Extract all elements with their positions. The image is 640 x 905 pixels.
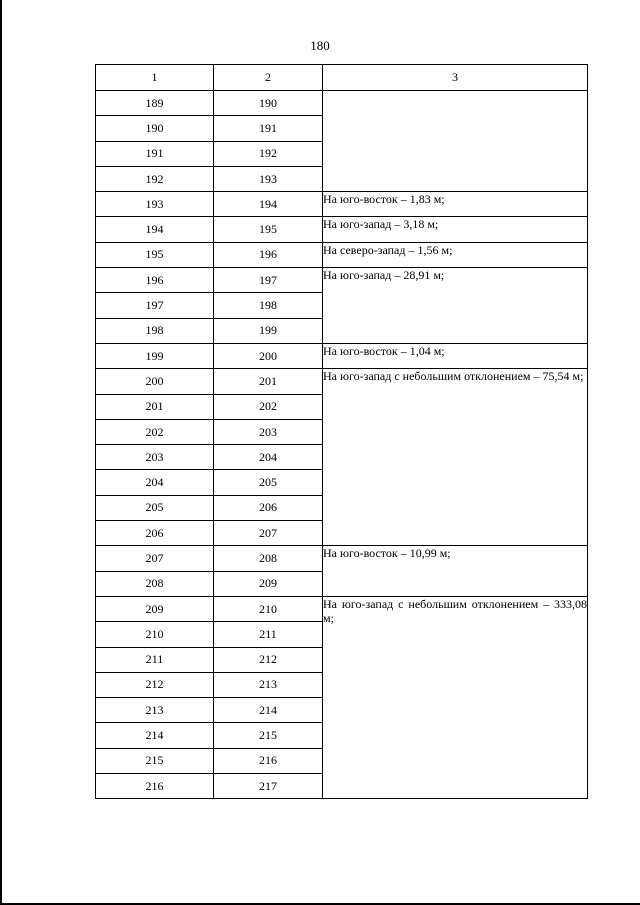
cell-point-from: 211 <box>96 647 214 672</box>
cell-direction-description: На юго-восток – 10,99 м; <box>323 546 588 597</box>
table-row <box>96 596 588 621</box>
cell-point-to: 193 <box>214 166 323 191</box>
cell-point-from: 203 <box>96 445 214 470</box>
header-col-3: 3 <box>323 65 588 91</box>
cell-point-to: 208 <box>214 546 323 571</box>
cell-point-from: 216 <box>96 774 214 799</box>
cell-point-from: 199 <box>96 343 214 368</box>
table-row <box>96 369 588 394</box>
scan-left-edge <box>0 0 2 905</box>
cell-direction-description: На юго-восток – 1,04 м; <box>323 343 588 368</box>
cell-point-to: 201 <box>214 369 323 394</box>
cell-point-from: 200 <box>96 369 214 394</box>
cell-point-to: 203 <box>214 419 323 444</box>
cell-point-from: 204 <box>96 470 214 495</box>
cell-point-to: 199 <box>214 318 323 343</box>
cell-point-from: 201 <box>96 394 214 419</box>
cell-point-from: 197 <box>96 293 214 318</box>
cell-point-to: 197 <box>214 268 323 293</box>
cell-point-from: 198 <box>96 318 214 343</box>
cell-point-to: 194 <box>214 192 323 217</box>
cell-direction-description: На юго-запад с небольшим отклонением – 75,54 м; <box>323 369 588 546</box>
cell-point-from: 195 <box>96 242 214 267</box>
cell-point-to: 196 <box>214 242 323 267</box>
cell-point-to: 205 <box>214 470 323 495</box>
table-header-row <box>96 65 588 91</box>
cell-point-to: 207 <box>214 521 323 546</box>
cell-point-from: 207 <box>96 546 214 571</box>
cell-point-to: 206 <box>214 495 323 520</box>
table-row <box>96 242 588 267</box>
cell-point-from: 191 <box>96 141 214 166</box>
cell-point-from: 209 <box>96 596 214 621</box>
cell-point-from: 202 <box>96 419 214 444</box>
cell-point-from: 215 <box>96 748 214 773</box>
cell-direction-description: На юго-восток – 1,83 м; <box>323 192 588 217</box>
cell-point-to: 204 <box>214 445 323 470</box>
table-row <box>96 268 588 293</box>
cell-point-from: 210 <box>96 622 214 647</box>
cell-point-from: 193 <box>96 192 214 217</box>
cell-point-to: 211 <box>214 622 323 647</box>
cell-point-to: 215 <box>214 723 323 748</box>
cell-point-to: 190 <box>214 91 323 116</box>
cell-point-to: 209 <box>214 571 323 596</box>
table-row <box>96 217 588 242</box>
table-row <box>96 546 588 571</box>
cell-direction-description: На юго-запад с небольшим отклонением – 333,08 м; <box>323 596 588 798</box>
cell-direction-description <box>323 91 588 192</box>
header-col-2: 2 <box>214 65 323 91</box>
cell-point-from: 208 <box>96 571 214 596</box>
cell-point-to: 198 <box>214 293 323 318</box>
cell-point-from: 194 <box>96 217 214 242</box>
cell-point-to: 216 <box>214 748 323 773</box>
cell-point-to: 214 <box>214 698 323 723</box>
cell-point-from: 212 <box>96 672 214 697</box>
cell-point-to: 200 <box>214 343 323 368</box>
cell-direction-description: На юго-запад – 28,91 м; <box>323 268 588 344</box>
header-col-1: 1 <box>96 65 214 91</box>
cell-point-from: 196 <box>96 268 214 293</box>
page-number: 180 <box>310 38 330 53</box>
cell-point-to: 202 <box>214 394 323 419</box>
cell-point-from: 214 <box>96 723 214 748</box>
coordinates-table <box>95 64 588 799</box>
table-row <box>96 91 588 116</box>
cell-point-from: 213 <box>96 698 214 723</box>
cell-point-from: 206 <box>96 521 214 546</box>
cell-point-from: 205 <box>96 495 214 520</box>
cell-direction-description: На северо-запад – 1,56 м; <box>323 242 588 267</box>
cell-point-from: 192 <box>96 166 214 191</box>
cell-point-from: 189 <box>96 91 214 116</box>
cell-point-from: 190 <box>96 116 214 141</box>
table-row <box>96 343 588 368</box>
cell-point-to: 192 <box>214 141 323 166</box>
cell-point-to: 213 <box>214 672 323 697</box>
cell-point-to: 210 <box>214 596 323 621</box>
cell-point-to: 212 <box>214 647 323 672</box>
cell-direction-description: На юго-запад – 3,18 м; <box>323 217 588 242</box>
cell-point-to: 217 <box>214 774 323 799</box>
cell-point-to: 191 <box>214 116 323 141</box>
cell-point-to: 195 <box>214 217 323 242</box>
table-row <box>96 192 588 217</box>
